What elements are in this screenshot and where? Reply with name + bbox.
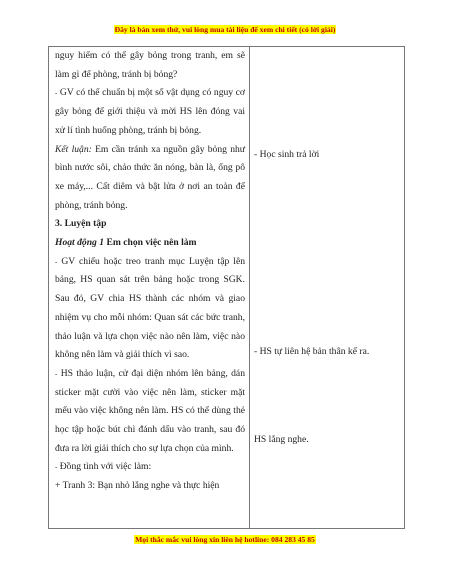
activity-heading xyxy=(55,234,245,253)
paragraph-picture3: + Tranh 3: Bạn nhỏ lắng nghe và thực hiện xyxy=(55,480,220,492)
activity-title: Em chọn việc nên làm xyxy=(104,237,197,249)
dash-marker: - xyxy=(55,89,58,98)
dash-marker: - xyxy=(55,463,58,472)
paragraph-conclusion xyxy=(55,141,245,216)
student-listen: HS lắng nghe. xyxy=(254,434,309,445)
student-self-relate: - HS tự liên hệ bản thân kể ra. xyxy=(254,346,370,357)
student-activities-cell xyxy=(250,47,405,529)
table-row xyxy=(49,47,405,529)
paragraph-agree xyxy=(55,458,245,477)
section-heading: 3. Luyện tập xyxy=(55,218,107,230)
student-answer: - Học sinh trả lời xyxy=(254,149,320,160)
activity-label: Hoạt động 1 xyxy=(55,237,105,249)
paragraph-discussion xyxy=(55,365,245,459)
paragraph-discussion-text: HS thảo luận, cử đại diện nhóm lên bảng, dán sticker mặt cười vào việc nên làm, sticker mặt mếu vào việc không nên làm. HS có thể dùng thẻ học tập hoặc bút chì đánh dấu vào tranh, sau đó đưa ra lời giải thích cho sự lựa chọn của mình. xyxy=(55,367,245,454)
conclusion-text: Em cần tránh xa nguồn gây bỏng như bình nước sôi, chảo thức ăn nóng, bàn là, ống pô xe máy,... Cất diêm và bật lửa ở nơi an toàn để phòng, tránh bỏng. xyxy=(55,143,245,211)
dash-marker: - xyxy=(55,257,58,266)
paragraph-agree-text: Đồng tình với việc làm: xyxy=(57,461,152,473)
preview-banner-text: Đây là bản xem thử, vui lòng mua tài liệu để xem chi tiết (có lời giải) xyxy=(114,25,336,34)
paragraph-roleplay xyxy=(55,84,245,140)
conclusion-label: Kết luận: xyxy=(55,143,92,155)
teacher-activities-cell xyxy=(49,47,250,529)
paragraph-roleplay-text: GV có thể chuẩn bị một số vật dụng có nguy cơ gây bỏng để giới thiệu và mời HS lên đóng vai xử lí tình huống phòng, tránh bị bỏng. xyxy=(55,87,245,136)
paragraph-instructions xyxy=(55,253,245,365)
paragraph-question: nguy hiểm có thể gây bỏng trong tranh, em sẽ làm gì để phòng, tránh bị bỏng? xyxy=(55,50,245,80)
hotline-text: Mọi thắc mắc vui lòng xin liên hệ hotline: 084 283 45 85 xyxy=(135,535,315,544)
dash-marker: - xyxy=(55,369,58,378)
preview-banner xyxy=(0,25,450,34)
hotline-footer xyxy=(0,535,450,544)
lesson-table xyxy=(48,46,405,529)
paragraph-instructions-text: GV chiếu hoặc treo tranh mục Luyện tập lên bảng, HS quan sát trên bảng hoặc trong SGK. Sau đó, GV chia HS thành các nhóm và giao nhiệm vụ cho mỗi nhóm: Quan sát các bức tranh, thảo luận và lựa chọn việc nào nên làm, việc nào không nên làm và giải thích vì sao. xyxy=(55,255,245,361)
